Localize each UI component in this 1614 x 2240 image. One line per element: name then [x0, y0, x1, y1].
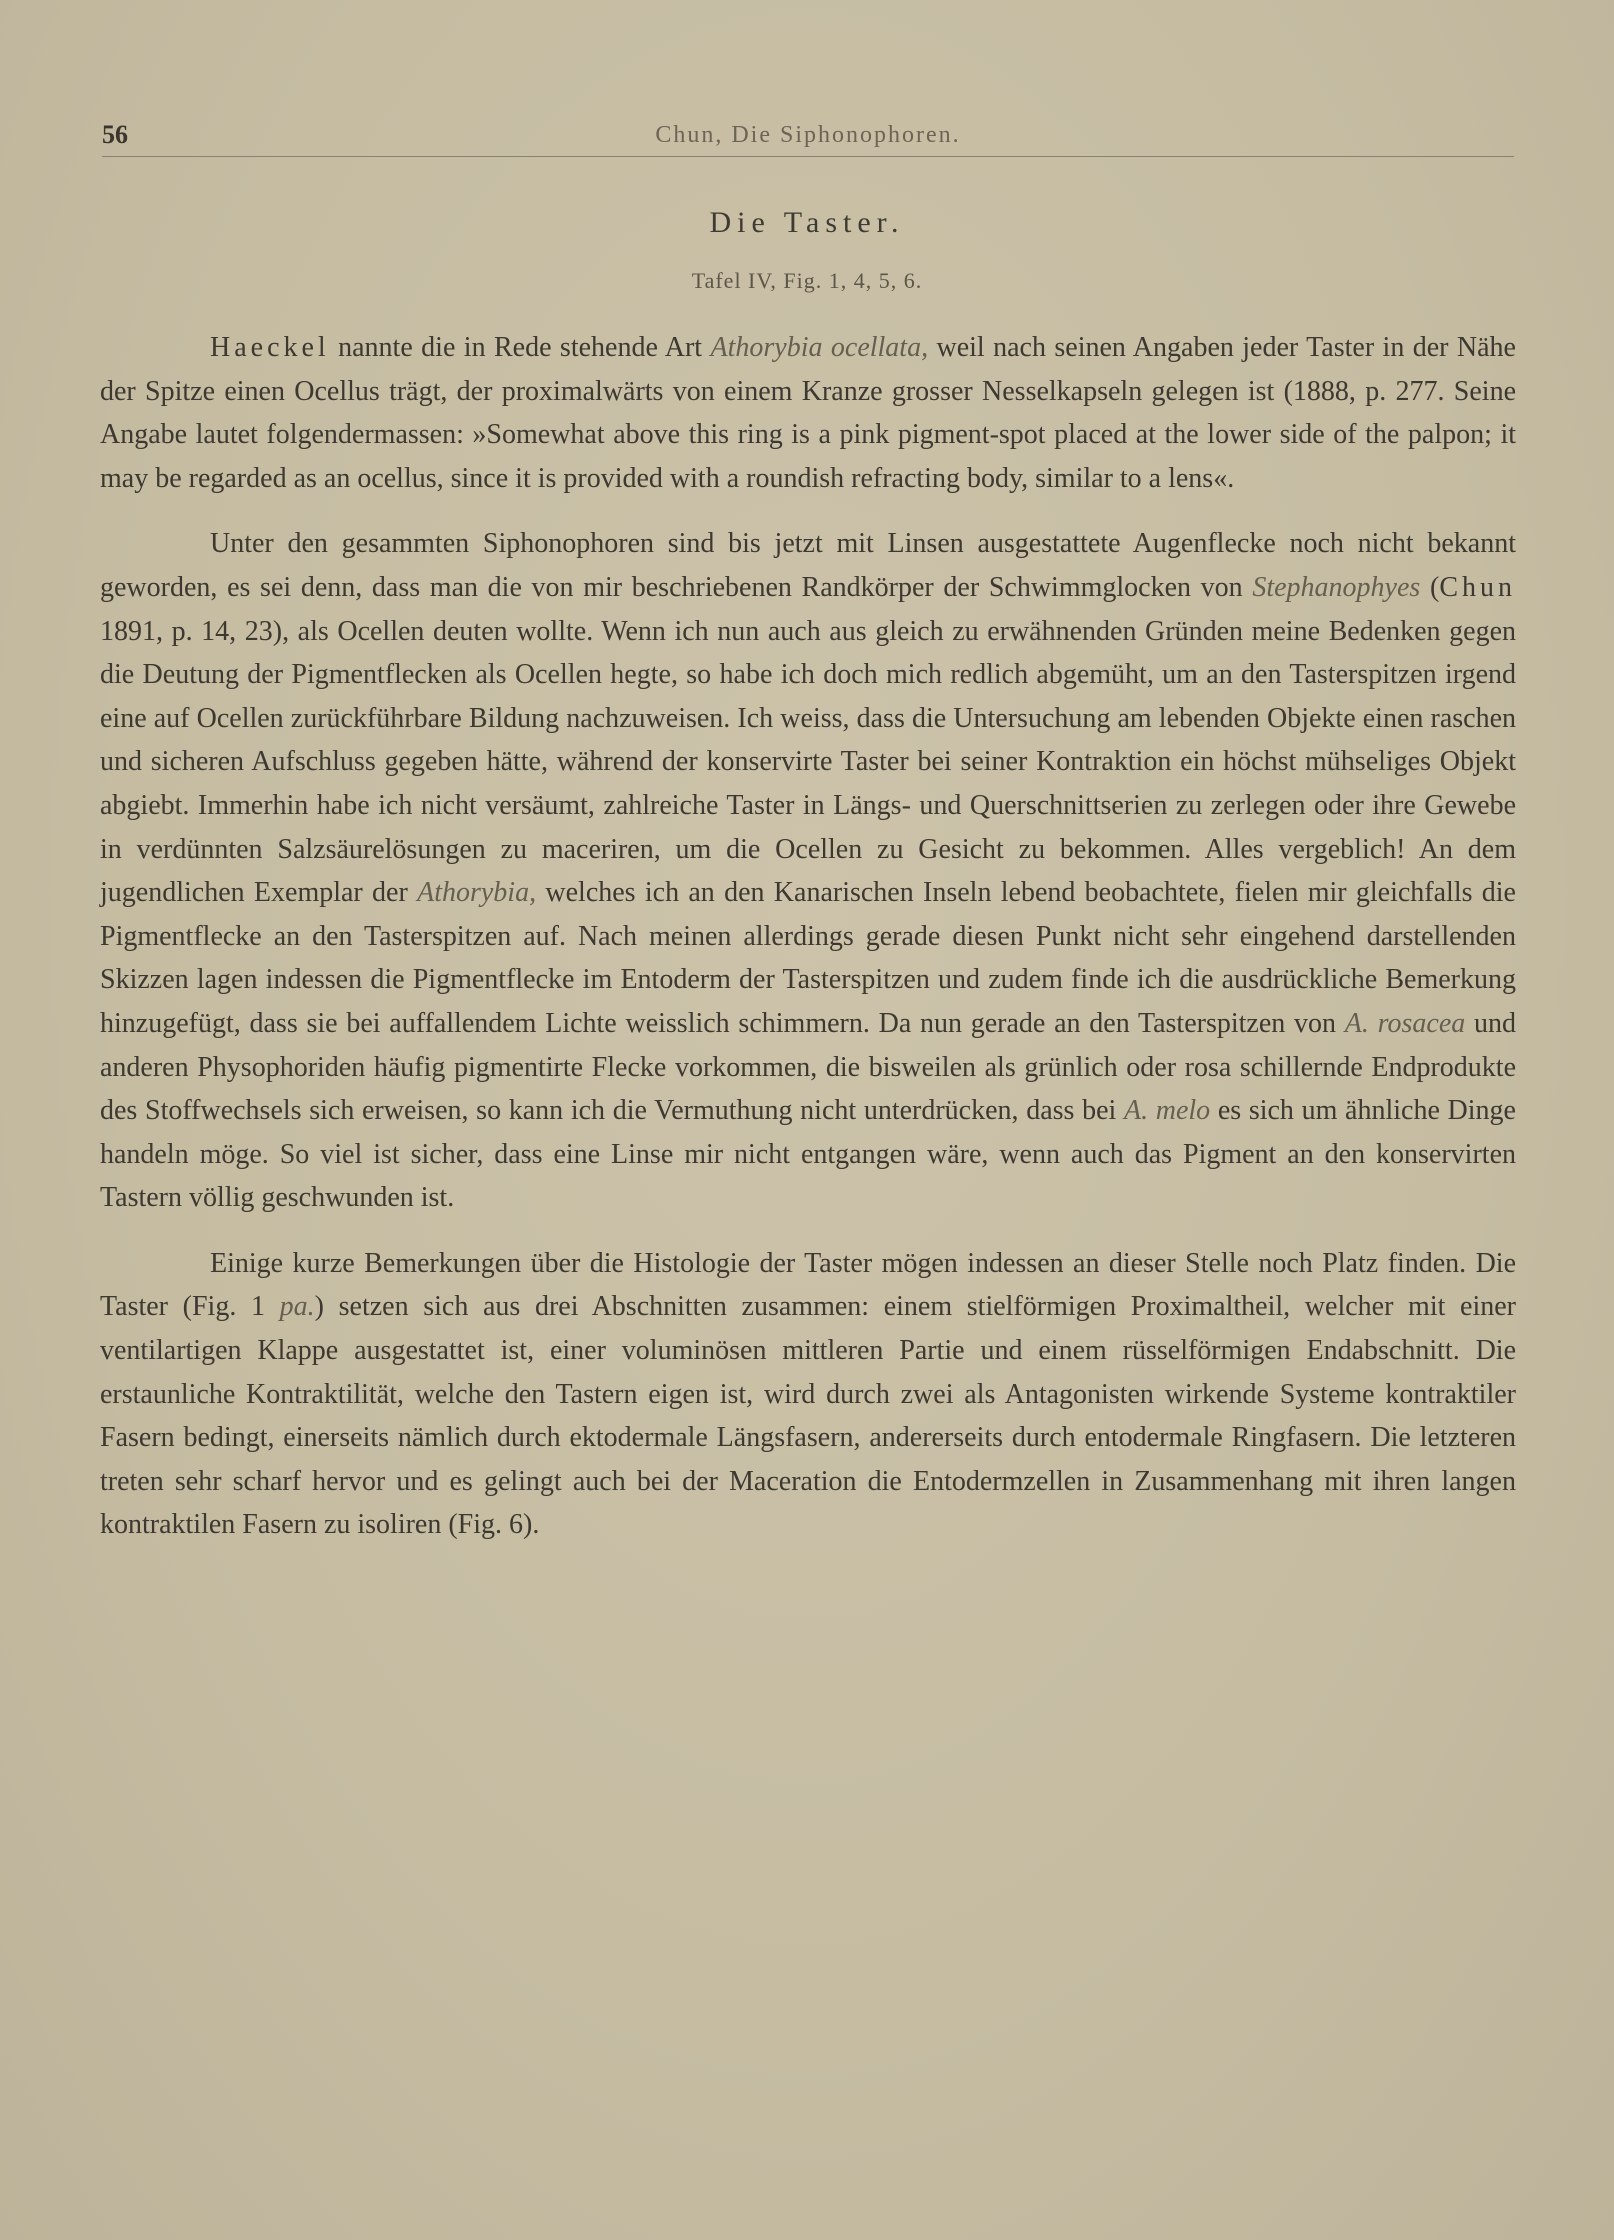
- text-run: nannte die in Rede stehende Art: [329, 332, 711, 363]
- text-run: und anderen Physophoriden häufig pigmentirte Flecke vorkommen, die bisweilen als grünlich oder rosa schillernde Endprodukte des Stoffwechsels sich erweisen, so kann ich die Vermuthung nicht unterdrücken, dass bei: [100, 1007, 1516, 1127]
- text-run: welches ich an den Kanarischen Inseln lebend beobachtete, fielen mir gleichfalls die Pigmentflecke an den Tasterspitzen auf. Nach meinen allerdings gerade diesen Punkt nicht sehr eingehend darstellenden Skizzen lagen indessen die Pigmentflecke im Entoderm der Tasterspitzen und zudem finde ich die ausdrückliche Bemerkung hinzugefügt, dass sie bei auffallendem Lichte weisslich schimmern. Da nun gerade an den Tasterspitzen von: [100, 877, 1516, 1039]
- section-title: Die Taster.: [709, 206, 905, 239]
- paragraph: [100, 326, 1516, 500]
- text-run: Einige kurze Bemerkungen über die Histologie der Taster mögen indessen an dieser Stelle noch Platz finden. Die Taster (Fig. 1: [100, 1247, 1516, 1323]
- paragraph: [100, 522, 1516, 1220]
- text-run: es sich um ähnliche Dinge handeln möge. So viel ist sicher, dass eine Linse mir nicht entgangen wäre, wenn auch das Pigment an den konservirten Tastern völlig geschwunden ist.: [100, 1095, 1516, 1214]
- text-run: (: [1420, 571, 1440, 603]
- author-name: Chun: [1439, 571, 1516, 603]
- text-run: ) setzen sich aus drei Abschnitten zusammen: einem stielförmigen Proximaltheil, welcher mit einer ventilartigen Klappe ausgestattet ist, einer voluminösen mittleren Partie und einem rüsselförmigen Endabschnitt. Die erstaunliche Kontraktilität, welche den Tastern eigen ist, wird durch zwei als Antagonisten wirkende Systeme kontraktiler Fasern bedingt, einerseits nämlich durch ektodermale Längsfasern, andererseits durch entodermale Ringfasern. Die letzteren treten sehr scharf hervor und es gelingt auch bei der Maceration die Entodermzellen in Zusammenhang mit ihren langen kontraktilen Fasern zu isoliren (Fig. 6).: [100, 1291, 1516, 1541]
- paragraph: [100, 1242, 1516, 1547]
- page-number: 56: [102, 120, 128, 149]
- page-header: [102, 120, 1514, 157]
- author-name: Haeckel: [210, 332, 330, 363]
- italic-term: Athorybia,: [417, 877, 537, 909]
- text-run: 1891, p. 14, 23), als Ocellen deuten wollte. Wenn ich nun auch aus gleich zu erwähnenden Gründen meine Bedenken gegen die Deutung der Pigmentflecken als Ocellen hegte, so habe ich doch mich redlich abgemüht, um an den Tasterspitzen irgend eine auf Ocellen zurückführbare Bildung nachzuweisen. Ich weiss, dass die Untersuchung am lebenden Objekte einen raschen und sicheren Aufschluss gegeben hätte, während der konservirte Taster bei seiner Kontraktion ein höchst mühseliges Objekt abgiebt. Immerhin habe ich nicht versäumt, zahlreiche Taster in Längs- und Querschnittserien zu zerlegen oder ihre Gewebe in verdünnten Salzsäurelösungen zu maceriren, um die Ocellen zu Gesicht zu bekommen. Alles vergeblich! An dem jugendlichen Exemplar der: [100, 615, 1516, 909]
- italic-term: A. melo: [1123, 1095, 1211, 1127]
- italic-term: A. rosacea: [1344, 1007, 1466, 1039]
- text-run: weil nach seinen Angaben jeder Taster in der Nähe der Spitze einen Ocellus trägt, der proximalwärts von einem Kranze grosser Nesselkapseln gelegen ist (1888, p. 277. Seine Angabe lautet folgendermassen: »Somewhat above this ring is a pink pigment-spot placed at the lower side of the palpon; it may be regarded as an ocellus, since it is provided with a roundish refracting body, similar to a lens«.: [100, 332, 1516, 494]
- italic-term: Athorybia ocellata,: [710, 332, 929, 363]
- italic-term: Stephanophyes: [1252, 571, 1421, 603]
- plate-reference: Tafel IV, Fig. 1, 4, 5, 6.: [691, 268, 923, 293]
- running-title: Chun, Die Siphonophoren.: [655, 122, 961, 148]
- text-run: Unter den gesammten Siphonophoren sind bis jetzt mit Linsen ausgestattete Augenflecke noch nicht bekannt geworden, es sei denn, dass man die von mir beschriebenen Randkörper der Schwimmglocken von: [100, 528, 1516, 603]
- body-text: [100, 326, 1516, 1547]
- italic-term: pa.: [279, 1291, 315, 1323]
